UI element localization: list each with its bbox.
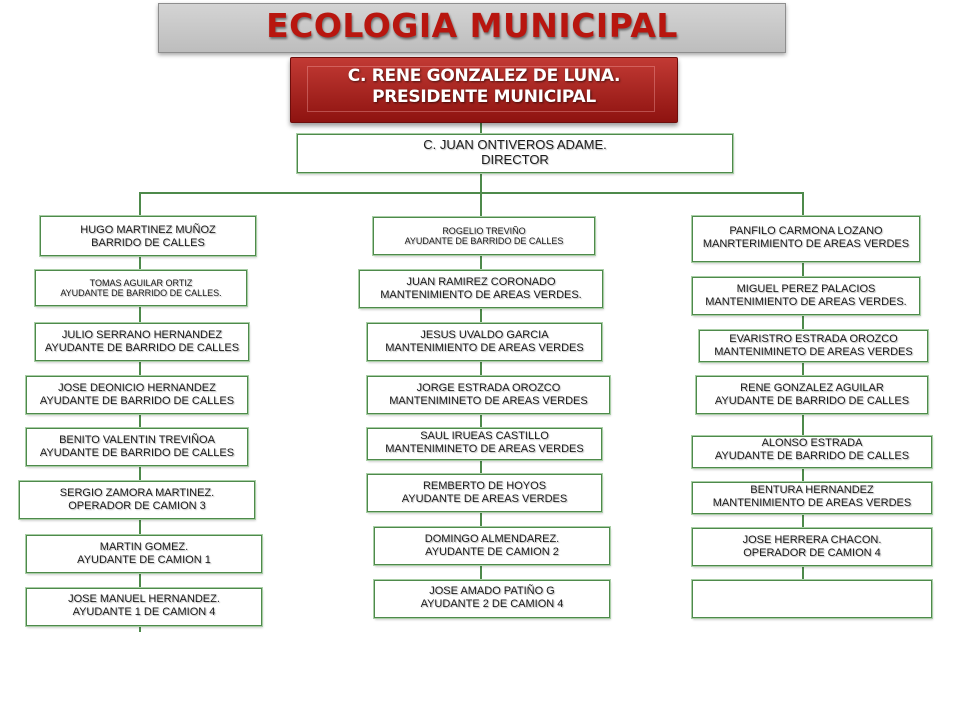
staff-name: EVARISTRO ESTRADA OROZCO <box>729 333 898 345</box>
director-box <box>297 134 733 173</box>
staff-box-left-5 <box>26 428 248 466</box>
staff-role: AYUDANTE DE BARRIDO DE CALLES <box>39 394 235 407</box>
staff-role: AYUDANTE 2 DE CAMION 4 <box>420 597 564 610</box>
staff-role: OPERADOR DE CAMION 4 <box>743 546 881 559</box>
staff-box-middle-5 <box>367 428 602 460</box>
staff-name: RENE GONZALEZ AGUILAR <box>740 382 884 394</box>
staff-name: JESUS UVALDO GARCIA <box>420 329 549 341</box>
staff-name: HUGO MARTINEZ MUÑOZ <box>80 224 216 236</box>
staff-name: BENTURA HERNANDEZ <box>750 484 874 496</box>
staff-role: MANTENIMIENTO DE AREAS VERDES <box>712 496 912 509</box>
director-role: DIRECTOR <box>481 151 549 167</box>
connector-director-trunk <box>480 171 482 193</box>
staff-role: MANTENIMINETO DE AREAS VERDES <box>389 394 588 407</box>
staff-box-middle-7 <box>374 527 610 565</box>
staff-role: OPERADOR DE CAMION 3 <box>68 499 206 512</box>
president-role: PRESIDENTE MUNICIPAL <box>372 87 596 107</box>
staff-box-left-4 <box>26 376 248 414</box>
staff-name: PANFILO CARMONA LOZANO <box>729 225 883 237</box>
staff-name: JULIO SERRANO HERNANDEZ <box>61 329 223 341</box>
staff-role: MANTENIMINETO DE AREAS VERDES <box>714 345 913 358</box>
connector-horizontal <box>139 192 803 194</box>
staff-role: MANTENIMINETO DE AREAS VERDES <box>385 442 584 455</box>
staff-role: AYUDANTE DE BARRIDO DE CALLES. <box>60 288 222 299</box>
staff-role: AYUDANTE DE BARRIDO DE CALLES <box>714 394 910 407</box>
staff-name: JORGE ESTRADA OROZCO <box>416 382 561 394</box>
staff-box-right-8-empty <box>692 580 932 618</box>
staff-box-left-1 <box>40 216 256 256</box>
staff-name: ROGELIO TREVIÑO <box>442 226 526 236</box>
staff-box-middle-8 <box>374 580 610 618</box>
staff-box-middle-6 <box>367 474 602 512</box>
staff-role: AYUDANTE DE BARRIDO DE CALLES <box>714 449 910 462</box>
staff-box-left-3 <box>35 323 249 361</box>
staff-role: BARRIDO DE CALLES <box>91 236 205 249</box>
staff-box-middle-3 <box>367 323 602 361</box>
page-title: ECOLOGIA MUNICIPAL <box>266 6 678 45</box>
staff-box-left-2 <box>35 270 247 306</box>
staff-box-right-7 <box>692 528 932 566</box>
staff-role: MANTENIMIENTO DE AREAS VERDES <box>385 341 584 354</box>
staff-name: SERGIO ZAMORA MARTINEZ. <box>59 487 215 499</box>
staff-name: MARTIN GOMEZ. <box>99 541 189 553</box>
staff-name: BENITO VALENTIN TREVIÑOA <box>59 434 215 446</box>
staff-name: SAUL IRUEAS CASTILLO <box>420 430 549 442</box>
staff-box-right-5 <box>692 436 932 468</box>
staff-box-left-6 <box>19 481 255 519</box>
staff-box-right-2 <box>692 277 920 315</box>
staff-name: JOSE AMADO PATIÑO G <box>429 585 555 597</box>
president-box <box>290 57 678 123</box>
staff-box-right-4 <box>696 376 928 414</box>
staff-box-right-6 <box>692 482 932 514</box>
staff-name: JUAN RAMIREZ CORONADO <box>406 276 556 288</box>
staff-box-left-7 <box>26 535 262 573</box>
staff-name: JOSE MANUEL HERNANDEZ. <box>68 593 220 605</box>
staff-name: MIGUEL PEREZ PALACIOS <box>736 283 876 295</box>
director-name: C. JUAN ONTIVEROS ADAME. <box>423 137 607 152</box>
staff-box-left-8 <box>26 588 262 626</box>
staff-role: MANTENIMIENTO DE AREAS VERDES. <box>705 295 907 308</box>
staff-box-middle-4 <box>367 376 610 414</box>
staff-role: AYUDANTE DE AREAS VERDES <box>401 492 568 505</box>
staff-role: AYUDANTE DE BARRIDO DE CALLES <box>39 446 235 459</box>
president-name: C. RENE GONZALEZ DE LUNA. <box>347 66 621 86</box>
staff-role: MANTENIMIENTO DE AREAS VERDES. <box>380 288 582 301</box>
staff-role: AYUDANTE DE CAMION 1 <box>77 553 211 566</box>
title-banner <box>158 3 786 53</box>
staff-name: JOSE DEONICIO HERNANDEZ <box>58 382 216 394</box>
staff-box-right-1 <box>692 216 920 262</box>
staff-box-middle-1 <box>373 217 595 255</box>
staff-box-middle-2 <box>359 270 603 308</box>
staff-name: ALONSO ESTRADA <box>761 437 863 449</box>
staff-role: MANRTERIMIENTO DE AREAS VERDES <box>702 237 910 250</box>
staff-role: AYUDANTE DE CAMION 2 <box>425 545 559 558</box>
staff-role: AYUDANTE DE BARRIDO DE CALLES <box>44 341 240 354</box>
staff-name: DOMINGO ALMENDAREZ. <box>424 533 560 545</box>
staff-role: AYUDANTE DE BARRIDO DE CALLES <box>404 236 564 247</box>
staff-role: AYUDANTE 1 DE CAMION 4 <box>72 605 216 618</box>
staff-name: JOSE HERRERA CHACON. <box>742 534 882 546</box>
staff-name: REMBERTO DE HOYOS <box>422 480 547 492</box>
staff-box-right-3 <box>699 330 928 362</box>
staff-name: TOMAS AGUILAR ORTIZ <box>89 278 193 288</box>
